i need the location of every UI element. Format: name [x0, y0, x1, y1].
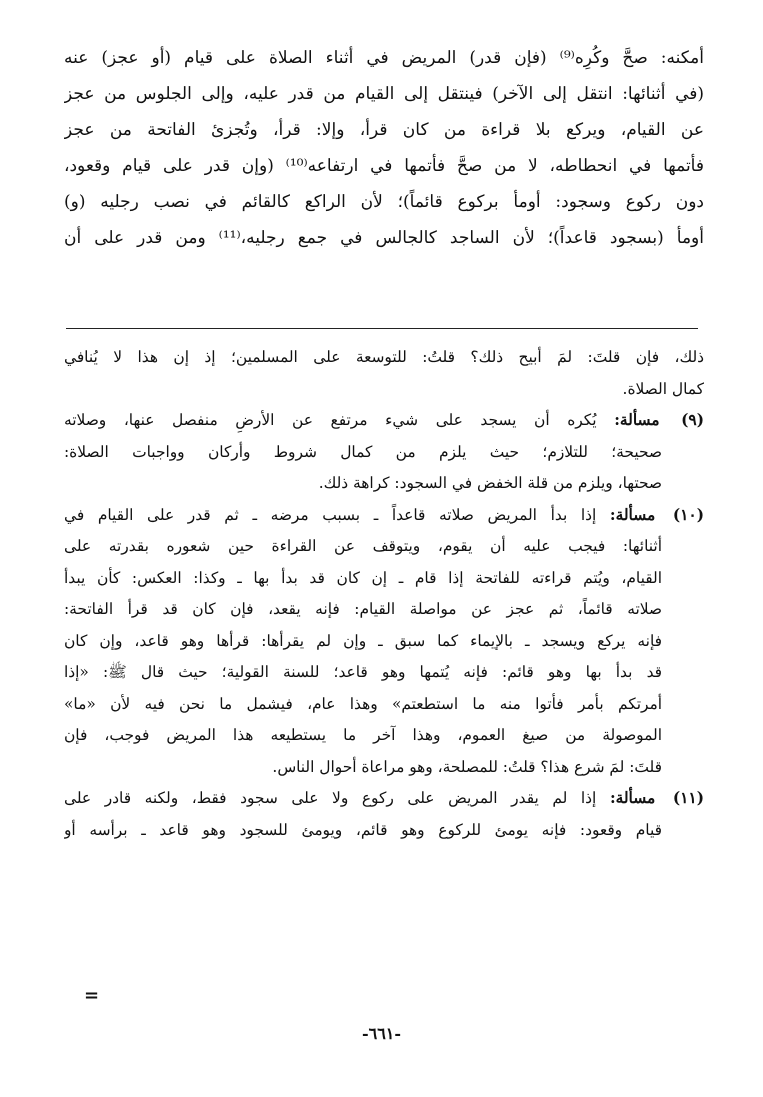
footnote-number: (١٠): [672, 505, 704, 524]
footnote-line: الموصولة من صيغ العموم، وهذا آخر ما يستطيعه هذا المريض فوجب، فإن: [64, 726, 662, 744]
footnote-9: [64, 405, 704, 500]
continuation-mark: =: [84, 985, 100, 1006]
footnote-10: [64, 500, 704, 784]
footnote-line: أثنائها: فيجب عليه أن يقوم، ويتوقف عن القراءة حين شعوره بقدرته على: [64, 537, 662, 555]
footnote-line: صحيحة؛ للتلازم؛ حيث يلزم من كمال شروط وأركان وواجبات الصلاة:: [64, 442, 662, 461]
main-text-block: [64, 40, 704, 256]
footnote-continuation: [64, 342, 704, 405]
footnote-label: مسألة:: [614, 411, 660, 429]
footnote-label: مسألة:: [609, 789, 656, 807]
main-text-line: فأتمها في انحطاطه، لا من صحَّ فأتمها في ارتفاعه⁽¹⁰⁾ (وإن قدر على قيام وقعود،: [64, 156, 704, 176]
footnote-first-line: [64, 500, 704, 532]
footnote-line: فإنه يركع ويسجد ـ بالإيماء كما سبق ـ وإن لم يقرأها: قرأها وهو قاعد، وإن كان: [64, 631, 662, 650]
footnote-line: صلاته قائماً، ثم عجز عن مواصلة القيام: فإنه يقعد، فإن كان قد قرأ الفاتحة:: [64, 600, 662, 618]
footnote-number: (١١): [672, 789, 704, 807]
main-text-line: عن القيام، ويركع بلا قراءة من كان قرأ، وإلا: قرأ، وتُجزئ الفاتحة من عجز: [64, 120, 704, 140]
footnote-number: (٩): [681, 411, 704, 429]
footnote-line: أمرتكم بأمر فأتوا منه ما استطعتم» وهذا عام، فيشمل ما نحن فيه لأن «ما»: [64, 694, 662, 713]
footnote-first-line: [64, 783, 704, 815]
footnote-11: [64, 783, 704, 846]
footnote-line: صحتها، ويلزم من قلة الخفض في السجود: كراهة ذلك.: [318, 474, 662, 492]
footnote-label: مسألة:: [609, 505, 656, 524]
footnote-line: قلتَ: لمَ شرع هذا؟ قلتُ: للمصلحة، وهو مراعاة أحوال الناس.: [272, 757, 662, 776]
footnote-text: إذا بدأ المريض صلاته قاعداً ـ بسبب مرضه ـ ثم قدر على القيام في: [64, 505, 597, 524]
footnote-text: يُكره أن يسجد على شيء مرتفع عن الأرضِ منفصل عنها، وصلاته: [64, 411, 597, 429]
main-text-line: دون ركوع وسجود: أومأ بركوع قائماً)؛ لأن الراكع كالقائم في نصب رجليه (و): [64, 192, 704, 212]
main-text-line: (في أثنائها: انتقل إلى الآخر) فينتقل إلى القيام من قدر عليه، وإلى الجلوس من عجز: [64, 84, 704, 104]
footnote-text: إذا لم يقدر المريض على ركوع ولا على سجود فقط، ولكنه قادر على: [64, 789, 597, 807]
footnote-line: قد بدأ بها وهو قائم: فإنه يُتمها وهو قاعد؛ للسنة القولية؛ حيث قال ﷺ: «إذا: [64, 663, 662, 681]
page-number: -٦٦١-: [361, 1024, 402, 1043]
footnote-line: القيام، ويُتم قراءته للفاتحة إذا قام ـ إن كان قد بدأ بها ـ وكذا: العكس: كأن يبدأ: [64, 568, 662, 587]
footnotes-block: [64, 342, 704, 846]
footnote-first-line: [64, 405, 704, 437]
footnote-line: قيام وقعود: فإنه يومئ للركوع وهو قائم، ويومئ للسجود وهو قاعد ـ برأسه أو: [64, 820, 662, 839]
main-text-line: أمكنه: صحَّ وكُرِه⁽⁹⁾ (فإن قدر) المريض في أثناء الصلاة على قيام (أو عجز) عنه: [64, 48, 704, 68]
footnote-line: ذلك، فإن قلتَ: لمَ أبيح ذلك؟ قلتُ: للتوسعة على المسلمين؛ إذ إن هذا لا يُنافي: [64, 348, 704, 366]
footnote-line: كمال الصلاة.: [622, 379, 704, 398]
footnote-separator-rule: [66, 328, 698, 329]
main-text-line: أومأ (بسجود قاعداً)؛ لأن الساجد كالجالس في جمع رجليه،⁽¹¹⁾ ومن قدر على أن: [64, 228, 704, 248]
